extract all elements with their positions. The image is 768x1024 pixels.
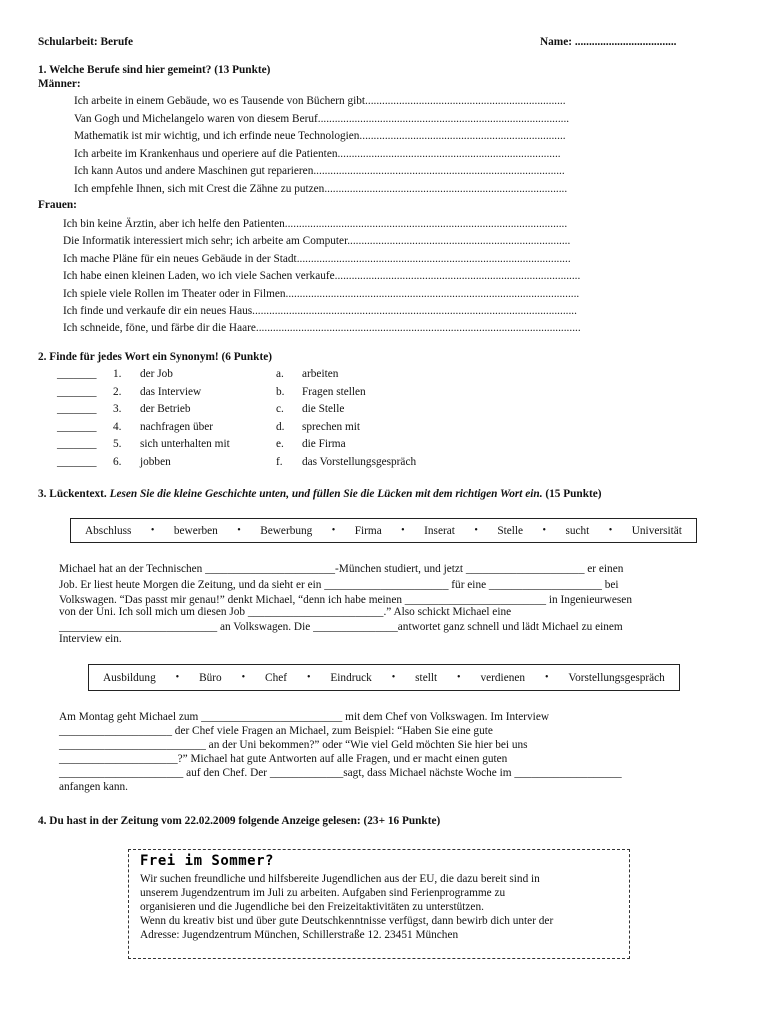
word-option: Chef bbox=[265, 671, 288, 684]
option-synonym: die Firma bbox=[302, 438, 346, 450]
word-option: sucht bbox=[565, 524, 590, 537]
item-number: 3. bbox=[113, 403, 122, 415]
bullet-separator: • bbox=[401, 525, 405, 536]
word-option: Firma bbox=[354, 524, 382, 537]
section3-title-number: 3. Lückentext. bbox=[38, 488, 107, 500]
story-line: Interview ein. bbox=[59, 633, 122, 645]
men-item: Mathematik ist mir wichtig, und ich erfinde neue Technologien......................................................................... bbox=[74, 130, 566, 142]
item-number: 4. bbox=[113, 421, 122, 433]
word-option: Vorstellungsgespräch bbox=[568, 671, 665, 684]
section3-title-instruction: Lesen Sie die kleine Geschichte unten, und füllen Sie die Lücken mit dem richtigen Wort ein. bbox=[109, 488, 543, 500]
bullet-separator: • bbox=[237, 525, 241, 536]
option-synonym: das Vorstellungsgespräch bbox=[302, 456, 417, 468]
bullet-separator: • bbox=[391, 672, 396, 683]
item-number: 1. bbox=[113, 368, 122, 380]
answer-blank[interactable]: _______ bbox=[57, 386, 97, 398]
women-item: Ich spiele viele Rollen im Theater oder in Filmen........................................................................................................ bbox=[63, 288, 580, 300]
item-word: das Interview bbox=[140, 386, 202, 398]
women-item: Ich habe einen kleinen Laden, wo ich viele Sachen verkaufe....................................................................................... bbox=[63, 270, 581, 282]
answer-blank[interactable]: _______ bbox=[57, 368, 97, 380]
story-line: von der Uni. Ich soll mich um diesen Job ________________________.” Also schickt Michael eine bbox=[59, 606, 512, 618]
item-word: der Betrieb bbox=[140, 403, 191, 415]
bullet-separator: • bbox=[175, 672, 180, 683]
men-item: Ich arbeite im Krankenhaus und operiere auf die Patienten............................................................................... bbox=[74, 148, 561, 160]
section3-title bbox=[38, 488, 602, 500]
men-item: Van Gogh und Michelangelo waren von diesem Beruf......................................................................................... bbox=[74, 113, 570, 125]
men-item: Ich kann Autos und andere Maschinen gut reparieren......................................................................................... bbox=[74, 165, 565, 177]
word-box-2 bbox=[88, 664, 680, 691]
women-item: Ich schneide, föne, und färbe dir die Haare................................................................................................................... bbox=[63, 322, 581, 334]
section2-title: 2. Finde für jedes Wort ein Synonym! (6 Punkte) bbox=[38, 351, 273, 363]
item-word: der Job bbox=[140, 368, 173, 380]
women-item: Ich mache Pläne für ein neues Gebäude in der Stadt................................................................................................. bbox=[63, 253, 571, 265]
bullet-separator: • bbox=[542, 525, 547, 536]
bullet-separator: • bbox=[331, 525, 336, 536]
ad-line: Wir suchen freundliche und hilfsbereite Jugendlichen aus der EU, die dazu bereit sind in bbox=[140, 873, 540, 885]
option-letter: a. bbox=[276, 368, 284, 380]
section3-title-points: (15 Punkte) bbox=[545, 488, 602, 500]
story-line: Michael hat an der Technischen _______________________-München studiert, und jetzt _____________________ er einen bbox=[59, 563, 624, 575]
bullet-separator: • bbox=[608, 525, 613, 536]
word-option: Eindruck bbox=[330, 671, 372, 684]
word-option: Universität bbox=[631, 524, 682, 537]
option-letter: b. bbox=[276, 386, 285, 398]
bullet-separator: • bbox=[544, 672, 549, 683]
bullet-separator: • bbox=[474, 525, 478, 536]
men-label: Männer: bbox=[38, 78, 81, 90]
item-word: jobben bbox=[140, 456, 171, 468]
item-number: 5. bbox=[113, 438, 122, 450]
word-option: Bewerbung bbox=[260, 524, 313, 537]
bullet-separator: • bbox=[150, 525, 155, 536]
option-synonym: sprechen mit bbox=[302, 421, 361, 433]
word-option: Büro bbox=[199, 671, 222, 684]
story-line: ____________________ der Chef viele Fragen an Michael, zum Beispiel: “Haben Sie eine gute bbox=[59, 725, 493, 737]
option-synonym: arbeiten bbox=[302, 368, 339, 380]
item-word: sich unterhalten mit bbox=[140, 438, 230, 450]
ad-line: Wenn du kreativ bist und über gute Deutschkenntnisse verfügst, dann bewirb dich unter der bbox=[140, 915, 554, 927]
ad-line: organisieren und die Jugendliche bei den Freizeitaktivitäten zu unterstützen. bbox=[140, 901, 484, 913]
story-line: Job. Er liest heute Morgen die Zeitung, und da sieht er ein ______________________ für eine ____________________ bei bbox=[59, 579, 619, 591]
item-number: 2. bbox=[113, 386, 122, 398]
document-title: Schularbeit: Berufe bbox=[38, 36, 134, 48]
story-line: Am Montag geht Michael zum _________________________ mit dem Chef von Volkswagen. Im Interview bbox=[59, 711, 549, 723]
women-item: Ich bin keine Ärztin, aber ich helfe den Patienten.................................................................................................... bbox=[63, 218, 568, 230]
option-letter: e. bbox=[276, 438, 284, 450]
ad-title: Frei im Sommer? bbox=[140, 853, 274, 869]
story-line: Volkswagen. “Das passt mir genau!” denkt Michael, “denn ich habe meinen _________________________ in Ingenieurwesen bbox=[59, 594, 632, 606]
answer-blank[interactable]: _______ bbox=[57, 438, 97, 450]
story-line: __________________________ an der Uni bekommen?” oder “Wie viel Geld möchten Sie hier bei uns bbox=[59, 739, 528, 751]
word-box-1 bbox=[70, 518, 697, 543]
option-synonym: Fragen stellen bbox=[302, 386, 366, 398]
story-line: ______________________ auf den Chef. Der _____________sagt, dass Michael nächste Woche im ___________________ bbox=[59, 767, 622, 779]
option-letter: f. bbox=[276, 456, 283, 468]
option-letter: c. bbox=[276, 403, 284, 415]
name-field: Name: .................................... bbox=[540, 36, 677, 48]
item-number: 6. bbox=[113, 456, 122, 468]
men-item: Ich empfehle Ihnen, sich mit Crest die Zähne zu putzen...................................................................................... bbox=[74, 183, 568, 195]
answer-blank[interactable]: _______ bbox=[57, 403, 97, 415]
bullet-separator: • bbox=[457, 672, 461, 683]
word-option: Ausbildung bbox=[103, 671, 156, 684]
word-option: stellt bbox=[415, 671, 438, 684]
women-item: Ich finde und verkaufe dir ein neues Haus................................................................................................................... bbox=[63, 305, 577, 317]
word-option: Inserat bbox=[424, 524, 455, 537]
word-option: bewerben bbox=[173, 524, 218, 537]
ad-line: Adresse: Jugendzentrum München, Schillerstraße 12. 23451 München bbox=[140, 929, 459, 941]
word-option: Stelle bbox=[497, 524, 524, 537]
option-synonym: die Stelle bbox=[302, 403, 345, 415]
bullet-separator: • bbox=[306, 672, 311, 683]
women-label: Frauen: bbox=[38, 199, 77, 211]
story-line: _____________________?” Michael hat gute Antworten auf alle Fragen, und er macht einen guten bbox=[59, 753, 508, 765]
word-option: Abschluss bbox=[85, 524, 132, 537]
word-option: verdienen bbox=[480, 671, 526, 684]
section4-title: 4. Du hast in der Zeitung vom 22.02.2009 folgende Anzeige gelesen: (23+ 16 Punkte) bbox=[38, 815, 441, 827]
answer-blank[interactable]: _______ bbox=[57, 456, 97, 468]
story-line: ____________________________ an Volkswagen. Die _______________antwortet ganz schnell und lädt Michael zu einem bbox=[59, 621, 623, 633]
ad-line: unserem Jugendzentrum im Juli zu arbeiten. Aufgaben sind Ferienprogramme zu bbox=[140, 887, 506, 899]
section1-title: 1. Welche Berufe sind hier gemeint? (13 Punkte) bbox=[38, 64, 271, 76]
answer-blank[interactable]: _______ bbox=[57, 421, 97, 433]
men-item: Ich arbeite in einem Gebäude, wo es Tausende von Büchern gibt....................................................................... bbox=[74, 95, 566, 107]
bullet-separator: • bbox=[241, 672, 246, 683]
item-word: nachfragen über bbox=[140, 421, 214, 433]
story-line: anfangen kann. bbox=[59, 781, 129, 793]
option-letter: d. bbox=[276, 421, 285, 433]
women-item: Die Informatik interessiert mich sehr; ich arbeite am Computer............................................................................... bbox=[63, 235, 571, 247]
